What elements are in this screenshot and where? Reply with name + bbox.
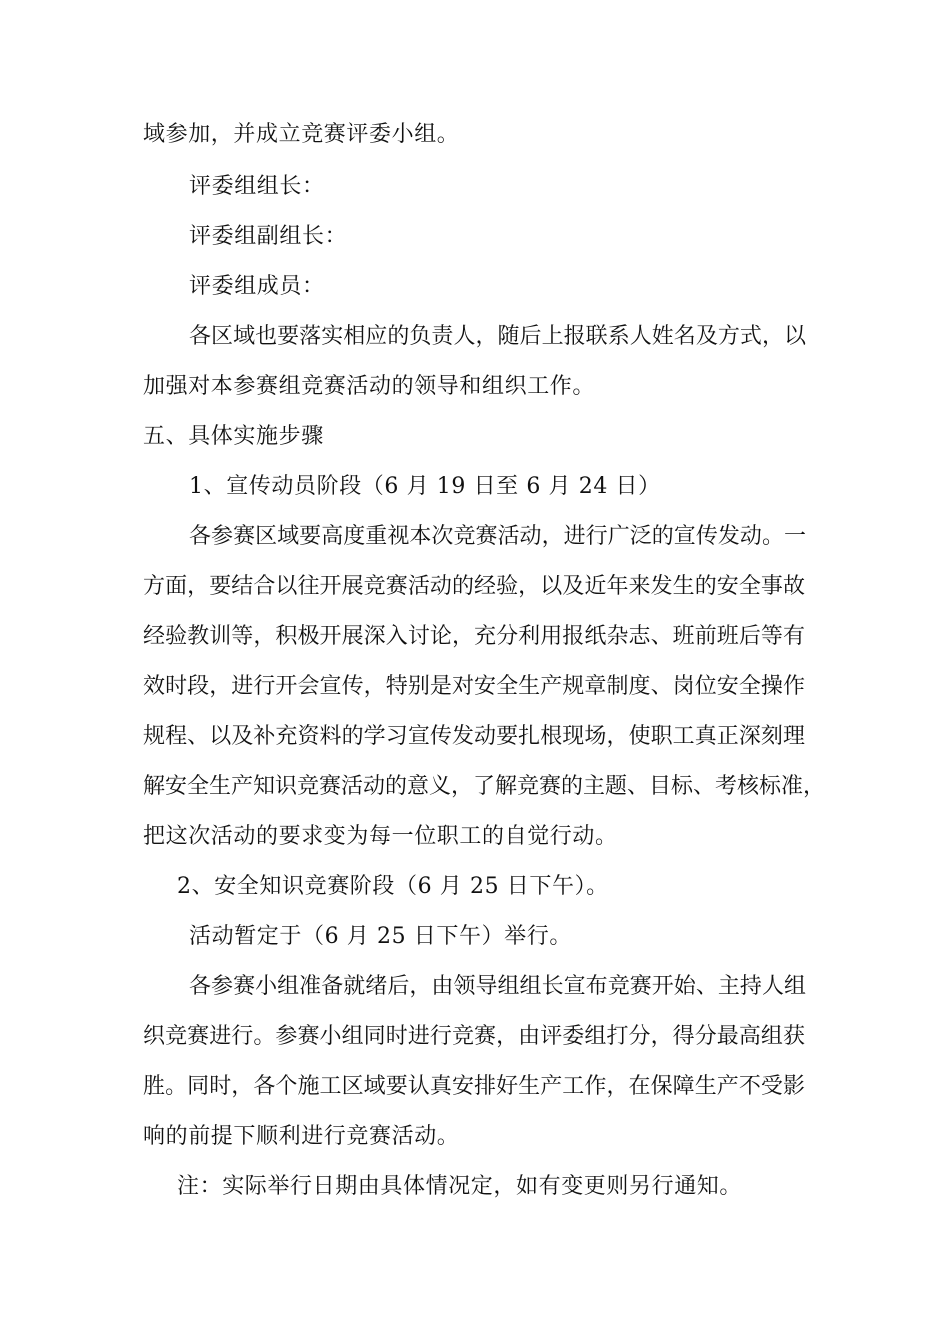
section-heading: 五、具体实施步骤 [143,424,324,449]
subsection-heading: 2、安全知识竞赛阶段（6 月 25 日下午）。 [177,874,609,899]
subsection-heading: 1、宣传动员阶段（6 月 19 日至 6 月 24 日） [189,474,661,499]
paragraph-line: 方面，要结合以往开展竞赛活动的经验，以及近年来发生的安全事故 [143,574,805,599]
paragraph-line: 加强对本参赛组竞赛活动的领导和组织工作。 [143,374,596,399]
judge-members-line: 评委组成员： [189,274,325,299]
paragraph-line: 胜。同时，各个施工区域要认真安排好生产工作，在保障生产不受影 [143,1074,805,1099]
paragraph-line: 各区域也要落实相应的负责人，随后上报联系人姓名及方式，以 [189,324,806,349]
paragraph-line: 响的前提下顺利进行竞赛活动。 [143,1124,460,1149]
paragraph-line: 解安全生产知识竞赛活动的意义，了解竞赛的主题、目标、考核标准， [143,774,826,799]
paragraph-line: 规程、以及补充资料的学习宣传发动要扎根现场，使职工真正深刻理 [143,724,805,749]
judge-deputy-leader-line: 评委组副组长： [189,224,348,249]
note-line: 注：实际举行日期由具体情况定，如有变更则另行通知。 [177,1174,743,1199]
paragraph-line: 活动暂定于（6 月 25 日下午）举行。 [189,924,572,949]
paragraph-line: 织竞赛进行。参赛小组同时进行竞赛，由评委组打分，得分最高组获 [143,1024,805,1049]
paragraph-line: 域参加，并成立竞赛评委小组。 [143,122,460,147]
paragraph-line: 把这次活动的要求变为每一位职工的自觉行动。 [143,824,618,849]
paragraph-line: 各参赛区域要高度重视本次竞赛活动，进行广泛的宣传发动。一 [189,524,806,549]
judge-leader-line: 评委组组长： [189,174,325,199]
paragraph-line: 经验教训等，积极开展深入讨论，充分利用报纸杂志、班前班后等有 [143,624,805,649]
paragraph-line: 各参赛小组准备就绪后，由领导组组长宣布竞赛开始、主持人组 [189,974,806,999]
paragraph-line: 效时段，进行开会宣传，特别是对安全生产规章制度、岗位安全操作 [143,674,805,699]
